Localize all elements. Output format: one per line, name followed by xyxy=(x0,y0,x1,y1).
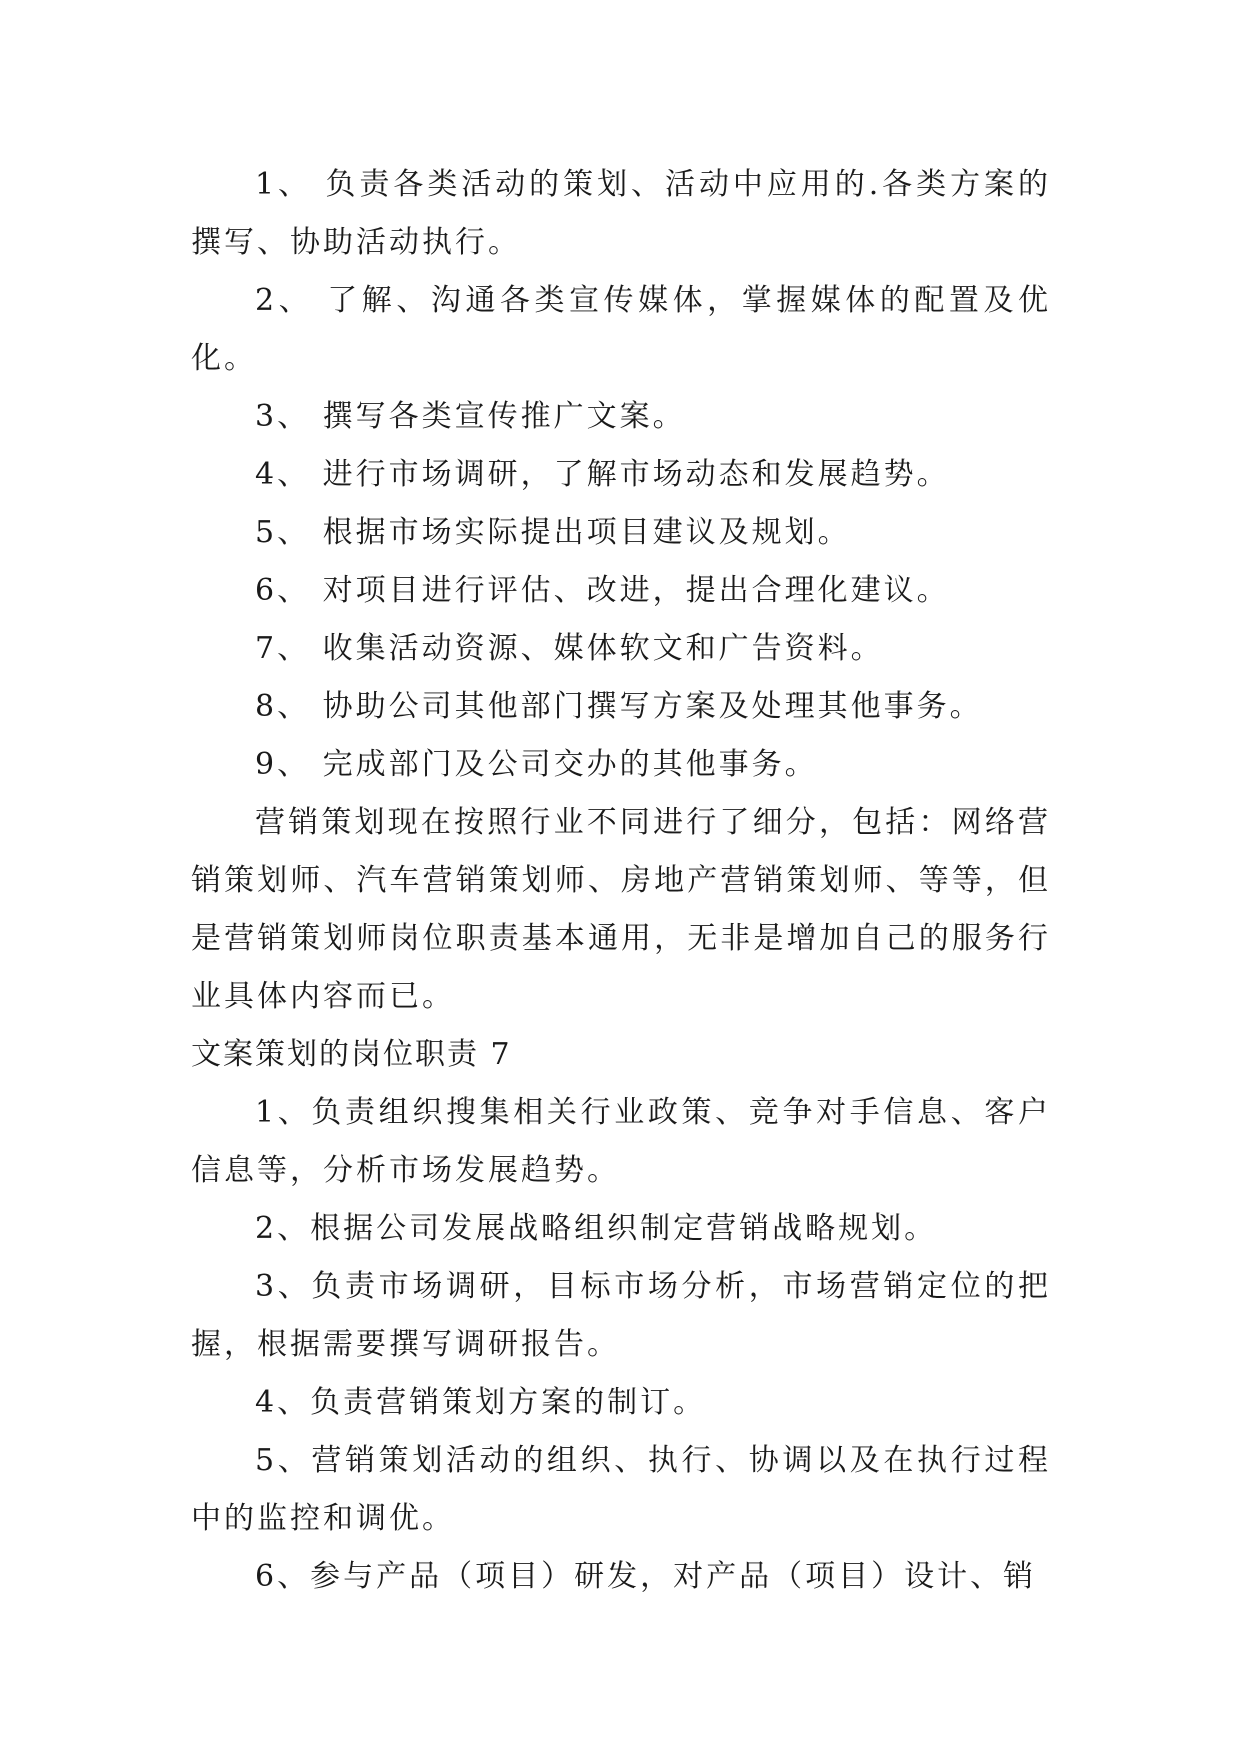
document-body xyxy=(191,156,1051,1606)
paragraph-section-duty-4: 4、负责营销策划方案的制订。 xyxy=(255,1385,707,1420)
paragraph-section-duty-5: 5、营销策划活动的组织、执行、协调以及在执行过程中的监控和调优。 xyxy=(191,1443,1051,1536)
section-heading: 文案策划的岗位职责 7 xyxy=(191,1037,512,1072)
paragraph-duty-4: 4、 进行市场调研，了解市场动态和发展趋势。 xyxy=(255,457,950,492)
paragraph-section-duty-2: 2、根据公司发展战略组织制定营销战略规划。 xyxy=(255,1211,938,1246)
paragraph-section-duty-3: 3、负责市场调研，目标市场分析，市场营销定位的把握，根据需要撰写调研报告。 xyxy=(191,1269,1051,1362)
paragraph-duty-3: 3、 撰写各类宣传推广文案。 xyxy=(255,399,686,434)
paragraph-section-duty-6: 6、参与产品（项目）研发，对产品（项目）设计、销 xyxy=(255,1559,1037,1594)
paragraph-duty-8: 8、 协助公司其他部门撰写方案及处理其他事务。 xyxy=(255,689,983,724)
paragraph-duty-2: 2、 了解、沟通各类宣传媒体，掌握媒体的配置及优化。 xyxy=(191,283,1051,376)
paragraph-duty-5: 5、 根据市场实际提出项目建议及规划。 xyxy=(255,515,851,550)
paragraph-summary: 营销策划现在按照行业不同进行了细分，包括：网络营销策划师、汽车营销策划师、房地产营销策划师、等等，但是营销策划师岗位职责基本通用，无非是增加自己的服务行业具体内容而已。 xyxy=(191,805,1051,1014)
paragraph-duty-9: 9、 完成部门及公司交办的其他事务。 xyxy=(255,747,818,782)
paragraph-duty-6: 6、 对项目进行评估、改进，提出合理化建议。 xyxy=(255,573,950,608)
paragraph-duty-7: 7、 收集活动资源、媒体软文和广告资料。 xyxy=(255,631,884,666)
paragraph-duty-1: 1、 负责各类活动的策划、活动中应用的.各类方案的撰写、协助活动执行。 xyxy=(191,167,1051,260)
paragraph-section-duty-1: 1、负责组织搜集相关行业政策、竞争对手信息、客户信息等，分析市场发展趋势。 xyxy=(191,1095,1051,1188)
